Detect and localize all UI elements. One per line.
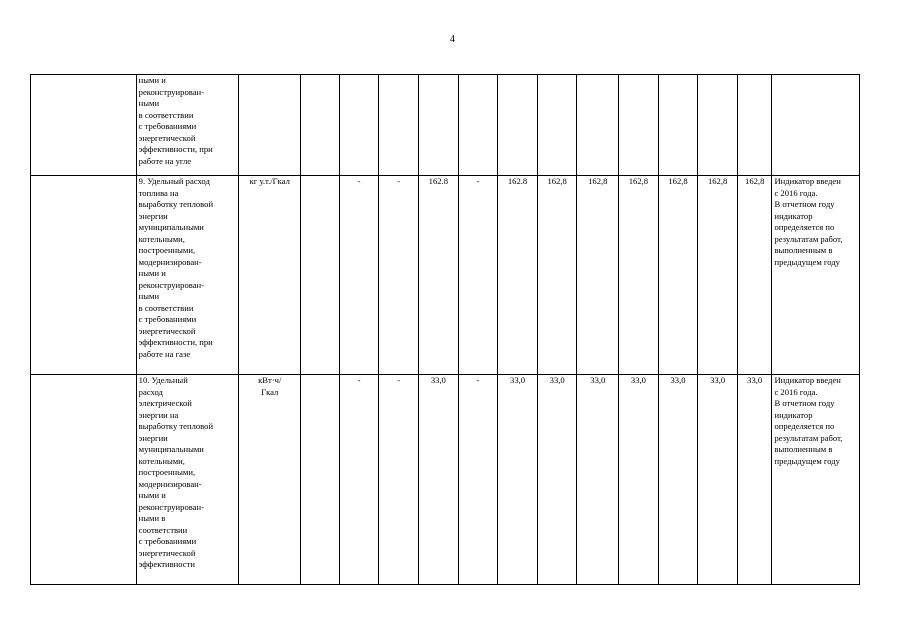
value-cell: 33,0 xyxy=(537,375,577,585)
value-cell xyxy=(458,75,498,176)
table-row xyxy=(31,375,860,585)
indicators-table xyxy=(30,74,860,585)
empty-cell xyxy=(31,176,137,375)
value-cell xyxy=(698,75,738,176)
value-cell: - xyxy=(379,176,419,375)
empty-cell xyxy=(301,375,340,585)
value-cell xyxy=(658,75,698,176)
note-cell: Индикатор введен с 2016 года. В отчетном году индикатор определяется по результатам работ, выполненным в предыдущем году xyxy=(772,375,860,585)
value-cell xyxy=(537,75,577,176)
value-cell: 162,8 xyxy=(619,176,659,375)
value-cell xyxy=(577,75,619,176)
value-cell xyxy=(419,75,459,176)
note-cell xyxy=(772,75,860,176)
indicator-name-cell: 10. Удельный расход электрической энергии на выработку тепловой энергии муниципальными котельными, построенными, модернизирован- ными и реконструирован- ными в соответствии с требованиями энергетической эффективности xyxy=(136,375,239,585)
value-cell: 162,8 xyxy=(698,176,738,375)
value-cell xyxy=(619,75,659,176)
value-cell: 33,0 xyxy=(498,375,538,585)
unit-cell: кг у.т./Гкал xyxy=(239,176,301,375)
indicator-name-cell: 9. Удельный расход топлива на выработку тепловой энергии муниципальными котельными, построенными, модернизирован- ными и реконструирован- ными в соответствии с требованиями энергетической эффективности, при работе на газе xyxy=(136,176,239,375)
value-cell: - xyxy=(458,375,498,585)
empty-cell xyxy=(31,75,137,176)
value-cell: 162,8 xyxy=(577,176,619,375)
value-cell xyxy=(301,75,340,176)
empty-cell xyxy=(31,375,137,585)
value-cell: 33,0 xyxy=(419,375,459,585)
empty-cell xyxy=(301,176,340,375)
value-cell: 162,8 xyxy=(737,176,772,375)
value-cell: 33,0 xyxy=(737,375,772,585)
value-cell: 162,8 xyxy=(658,176,698,375)
note-cell: Индикатор введен с 2016 года. В отчетном году индикатор определяется по результатам работ, выполненным в предыдущем году xyxy=(772,176,860,375)
value-cell xyxy=(339,75,379,176)
value-cell: 162.8 xyxy=(419,176,459,375)
indicator-name-cell: ными и реконструирован- ными в соответствии с требованиями энергетической эффективности, при работе на угле xyxy=(136,75,239,176)
value-cell: 33,0 xyxy=(698,375,738,585)
value-cell: 33,0 xyxy=(619,375,659,585)
unit-cell xyxy=(239,75,301,176)
value-cell xyxy=(498,75,538,176)
value-cell: 162.8 xyxy=(498,176,538,375)
value-cell: - xyxy=(379,375,419,585)
value-cell xyxy=(737,75,772,176)
page-number: 4 xyxy=(450,34,455,45)
value-cell: - xyxy=(458,176,498,375)
value-cell xyxy=(379,75,419,176)
value-cell: - xyxy=(339,375,379,585)
value-cell: - xyxy=(339,176,379,375)
value-cell: 162,8 xyxy=(537,176,577,375)
table-row xyxy=(31,75,860,176)
value-cell: 33,0 xyxy=(577,375,619,585)
table-row xyxy=(31,176,860,375)
value-cell: 33,0 xyxy=(658,375,698,585)
unit-cell: кВт·ч/ Гкал xyxy=(239,375,301,585)
